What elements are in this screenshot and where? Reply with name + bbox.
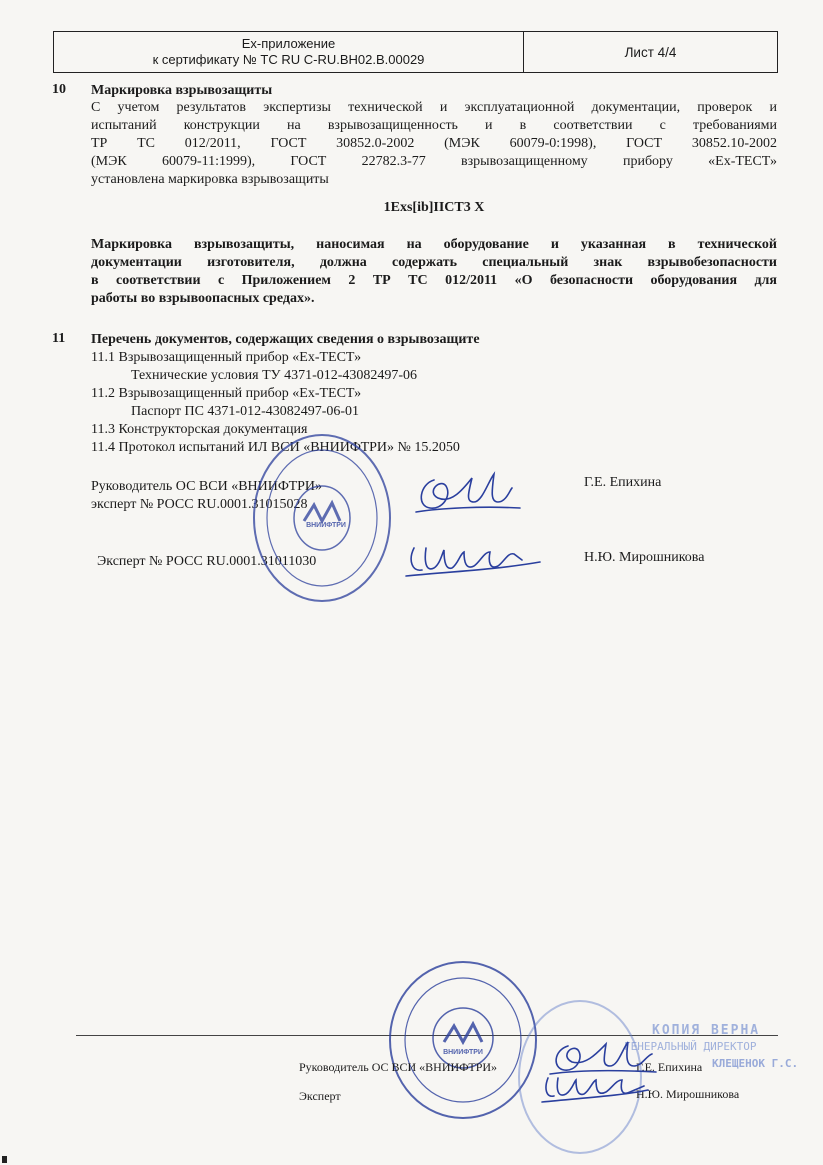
- section11-title: Перечень документов, содержащих сведения о взрывозащите: [91, 332, 480, 347]
- header-sheet-cell: [524, 32, 777, 72]
- section11-number: 11: [52, 331, 66, 346]
- sheet-number: Лист 4/4: [624, 44, 677, 60]
- signatory-head-cert: эксперт № РОСС RU.0001.31015028: [91, 497, 308, 512]
- section10-note: [91, 236, 777, 308]
- para-line: (МЭК 60079-11:1999), ГОСТ 22782.3-77 взрывозащищенному прибору «Ex-ТЕСТ»: [91, 154, 777, 169]
- official-seal: [252, 433, 392, 603]
- list-item: Паспорт ПС 4371-012-43082497-06-01: [131, 404, 360, 419]
- signatory-expert-name: Н.Ю. Мирошникова: [584, 550, 705, 565]
- header-table: [53, 31, 778, 73]
- para-line: испытаний конструкции на взрывозащищенность и в соответствии с требованиями: [91, 118, 777, 133]
- signatory-expert-title: Эксперт № РОСС RU.0001.31011030: [97, 554, 317, 569]
- para-line: С учетом результатов экспертизы технической и эксплуатационной документации, проверок и: [91, 100, 777, 115]
- note-line: работы во взрывоопасных средах».: [91, 291, 315, 306]
- section10-number: 10: [52, 82, 66, 97]
- copy-stamp-position: ГЕНЕРАЛЬНЫЙ ДИРЕКТОР: [624, 1040, 757, 1053]
- note-line: Маркировка взрывозащиты, наносимая на оборудование и указанная в технической: [91, 237, 777, 252]
- footer-expert-title: Эксперт: [299, 1089, 341, 1103]
- section10-paragraph: [91, 99, 777, 189]
- signatory-head-name: Г.Е. Епихина: [584, 475, 662, 490]
- footer-head-name: Г.Е. Епихина: [636, 1060, 703, 1074]
- copy-stamp-name: КЛЕЩЕНОК Г.С.: [712, 1057, 799, 1070]
- seal-center-text: ВНИИФТРИ: [306, 522, 346, 529]
- para-line: установлена маркировка взрывозащиты: [91, 172, 329, 187]
- official-seal-footer: [388, 960, 538, 1120]
- footer-head-title: Руководитель ОС ВСИ «ВНИИФТРИ»: [299, 1060, 498, 1074]
- note-line: документации изготовителя, должна содержать специальный знак взрывобезопасности: [91, 255, 777, 270]
- list-item: 11.1 Взрывозащищенный прибор «Ex-ТЕСТ»: [91, 350, 362, 365]
- copy-stamp-title: КОПИЯ ВЕРНА: [652, 1023, 761, 1038]
- para-line: ТР ТС 012/2011, ГОСТ 30852.0-2002 (МЭК 60079-0:1998), ГОСТ 30852.10-2002: [91, 136, 777, 151]
- list-item: 11.2 Взрывозащищенный прибор «Ex-ТЕСТ»: [91, 386, 362, 401]
- header-line1: Ex-приложение: [241, 36, 336, 51]
- footer-signature-miroshnikova: [540, 1072, 650, 1106]
- list-item: Технические условия ТУ 4371-012-43082497-06: [131, 368, 418, 383]
- footer-seal-center-text: ВНИИФТРИ: [443, 1049, 483, 1056]
- header-annex-cell: [54, 32, 524, 72]
- signature-epikhina: [412, 468, 524, 520]
- section10-title: Маркировка взрывозащиты: [91, 83, 273, 98]
- signature-miroshnikova: [404, 540, 544, 584]
- scan-mark: [2, 1156, 7, 1163]
- ex-marking: 1Exs[ib]IICT3 X: [383, 200, 485, 215]
- signatory-head-title: Руководитель ОС ВСИ «ВНИИФТРИ»: [91, 479, 323, 494]
- list-item: 11.4 Протокол испытаний ИЛ ВСИ «ВНИИФТРИ» № 15.2050: [91, 440, 460, 455]
- note-line: в соответствии с Приложением 2 ТР ТС 012/2011 «О безопасности оборудования для: [91, 273, 777, 288]
- footer-expert-name: Н.Ю. Мирошникова: [636, 1087, 740, 1101]
- header-line2: к сертификату № ТС RU C-RU.ВН02.В.00029: [152, 52, 425, 67]
- list-item: 11.3 Конструкторская документация: [91, 422, 308, 437]
